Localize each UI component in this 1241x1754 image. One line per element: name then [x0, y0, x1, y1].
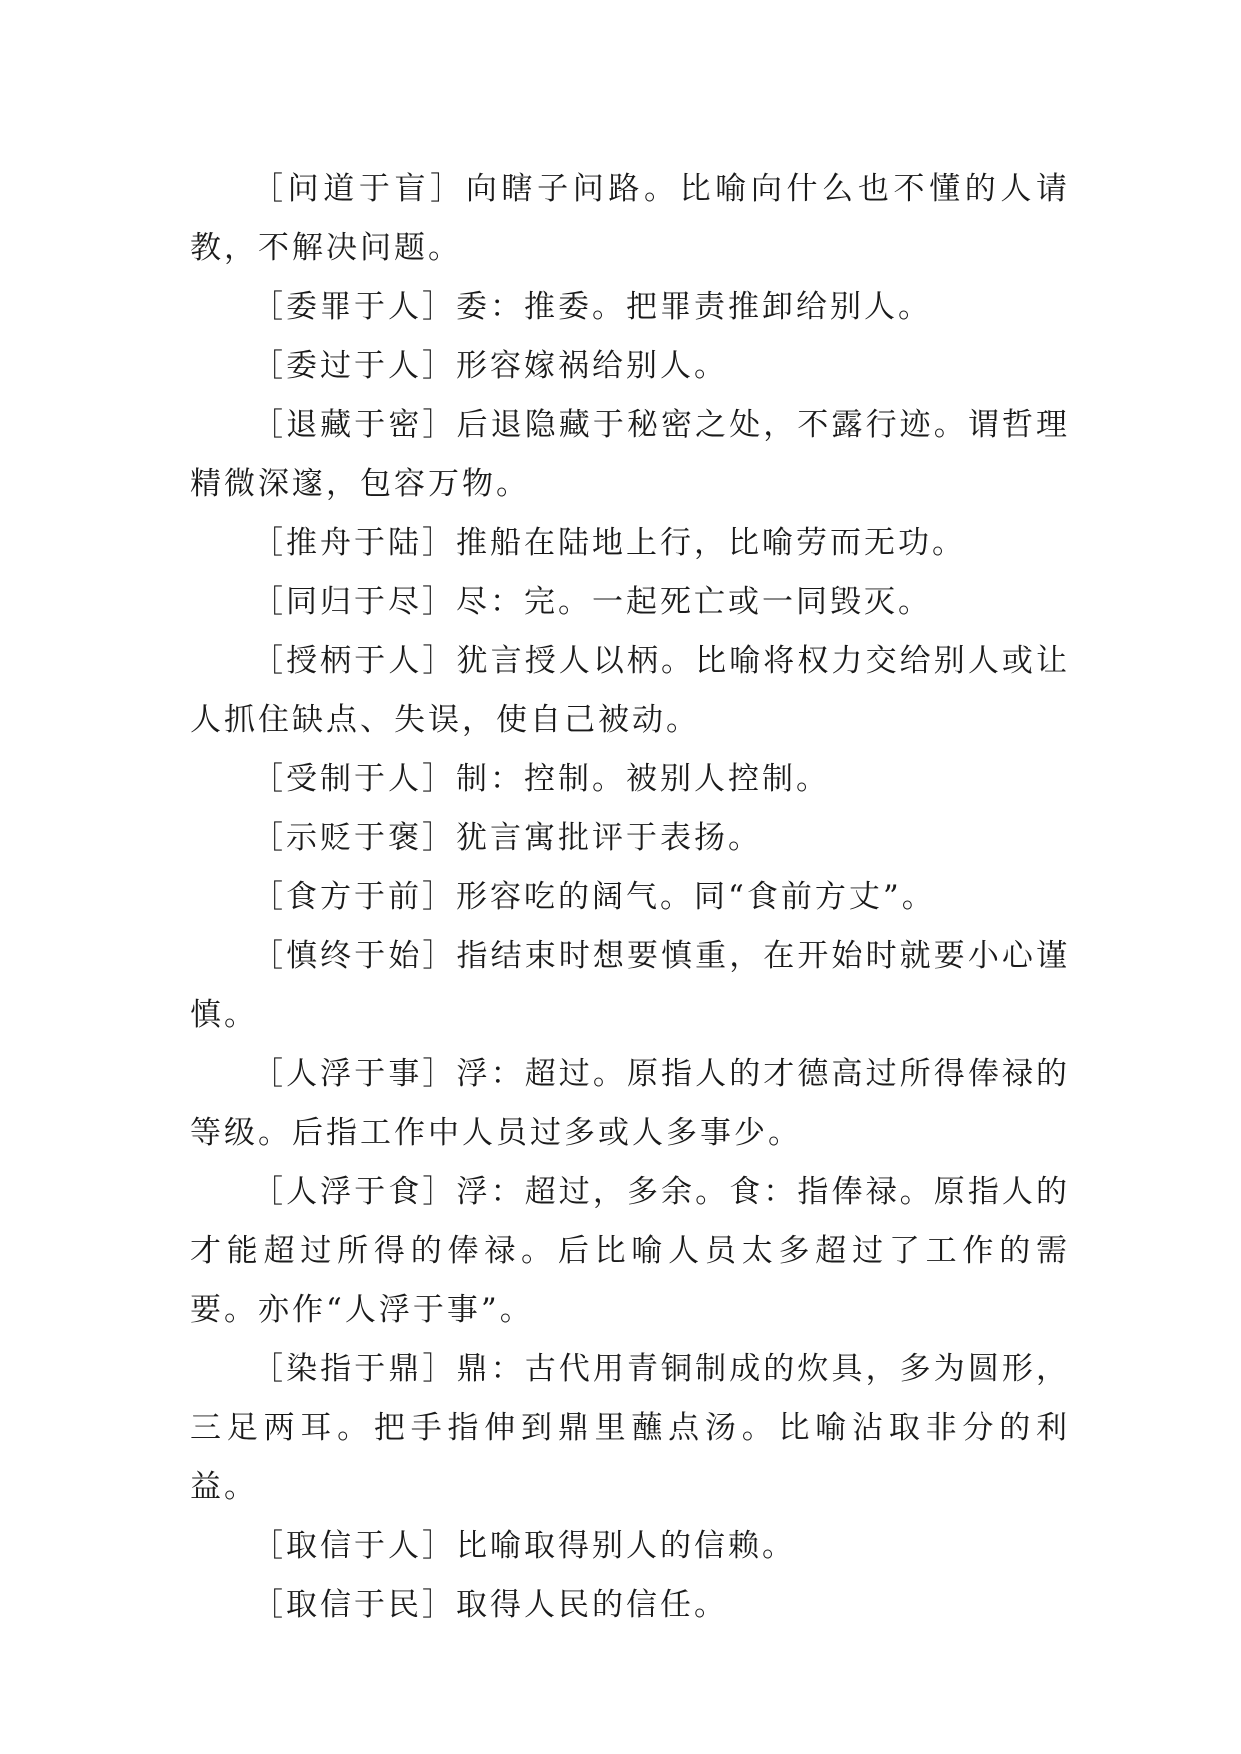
- idiom-entry: ［授柄于人］犹言授人以柄。比喻将权力交给别人或让人抓住缺点、失误，使自己被动。: [190, 643, 1070, 738]
- idiom-entry: ［食方于前］形容吃的阔气。同“食前方丈”。: [252, 879, 936, 915]
- idiom-entry: ［同归于尽］尽：完。一起死亡或一同毁灭。: [252, 584, 932, 620]
- idiom-entry: ［示贬于褒］犹言寓批评于表扬。: [252, 820, 762, 856]
- idiom-entry: ［染指于鼎］鼎：古代用青铜制成的炊具，多为圆形，三足两耳。把手指伸到鼎里蘸点汤。比喻沾取非分的利益。: [190, 1351, 1070, 1505]
- idiom-entry: ［退藏于密］后退隐藏于秘密之处，不露行迹。谓哲理精微深邃，包容万物。: [190, 407, 1070, 502]
- idiom-entry: ［委罪于人］委：推委。把罪责推卸给别人。: [252, 289, 932, 325]
- idiom-entry: ［推舟于陆］推船在陆地上行，比喻劳而无功。: [252, 525, 966, 561]
- idiom-entry: ［人浮于食］浮：超过，多余。食：指俸禄。原指人的才能超过所得的俸禄。后比喻人员太多超过了工作的需要。亦作“人浮于事”。: [190, 1174, 1070, 1328]
- idiom-entry: ［委过于人］形容嫁祸给别人。: [252, 348, 728, 384]
- idiom-entry: ［取信于人］比喻取得别人的信赖。: [252, 1528, 796, 1564]
- idiom-entry: ［受制于人］制：控制。被别人控制。: [252, 761, 830, 797]
- document-body: [190, 160, 1070, 1635]
- idiom-entry: ［人浮于事］浮：超过。原指人的才德高过所得俸禄的等级。后指工作中人员过多或人多事少。: [190, 1056, 1070, 1151]
- idiom-entry: ［慎终于始］指结束时想要慎重，在开始时就要小心谨慎。: [190, 938, 1070, 1033]
- idiom-entry: ［取信于民］取得人民的信任。: [252, 1587, 728, 1623]
- idiom-entry: ［问道于盲］向瞎子问路。比喻向什么也不懂的人请教，不解决问题。: [190, 171, 1070, 266]
